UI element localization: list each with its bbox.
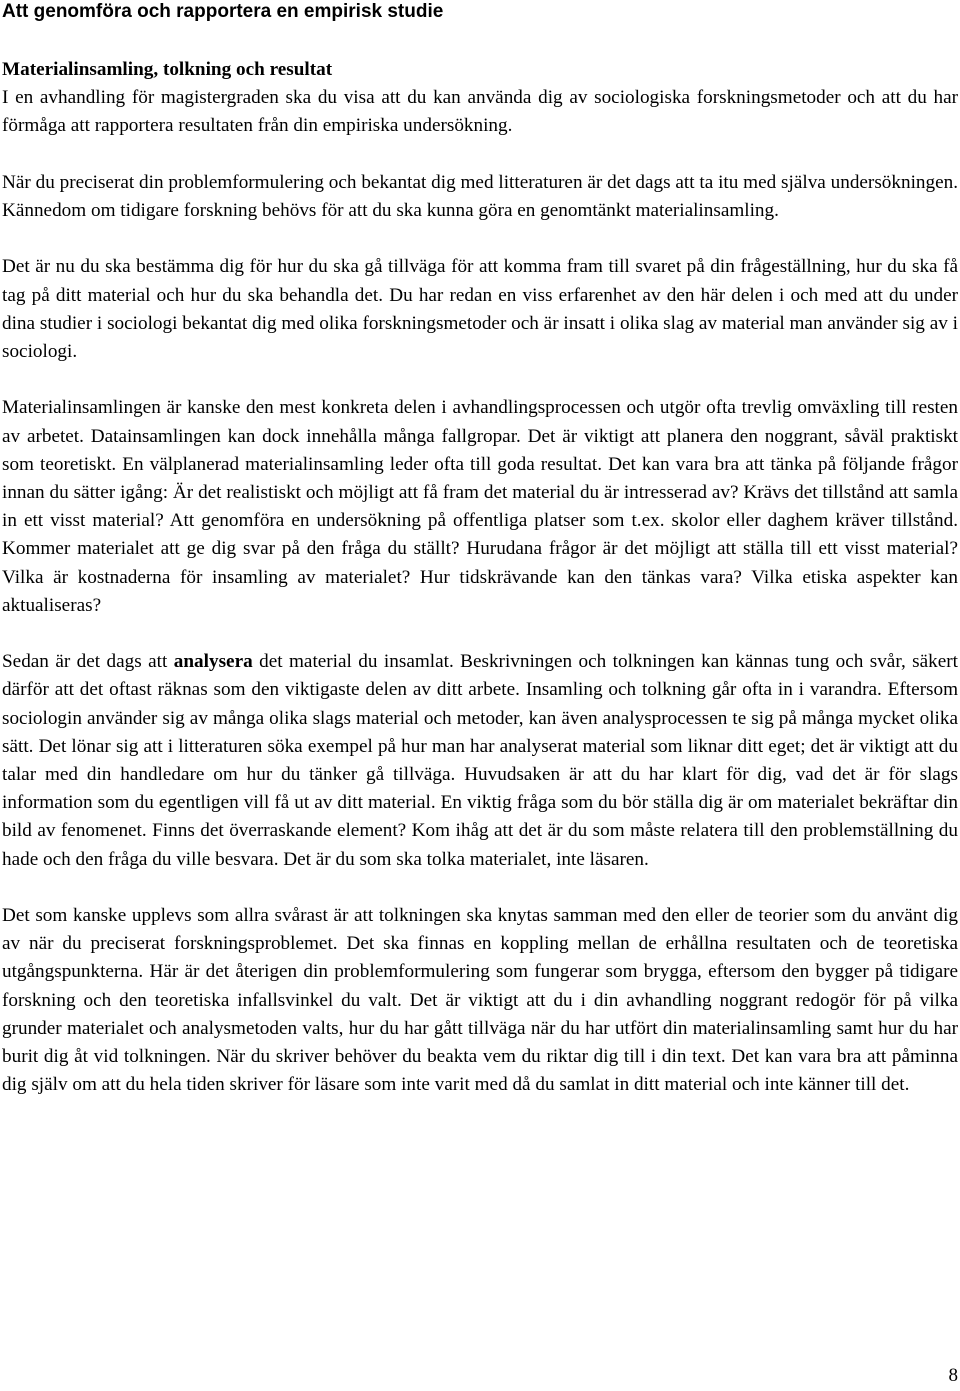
document-body (2, 56, 958, 1128)
page-number: 8 (948, 1365, 958, 1386)
paragraph-5-text-start: Sedan är det dags att (2, 651, 174, 673)
paragraph-6: Det som kanske upplevs som allra svårast är att tolkningen ska knytas samman med den eller de teorier som du använt dig av när du preciserat forskningsproblemet. Det ska finnas en koppling mellan de erhållna resultaten och de teoretiska utgångspunkterna. Här är det återigen din problemformulering som fungerar som brygga, eftersom den bygger på tidigare forskning och den teoretiska infallsvinkel du valt. Det är viktigt att du i din avhandling noggrant redogör för på vilka grunder materialet och analysmetoden valts, hur du har gått tillväga när du har utfört din materialinsamling samt hur du har burit dig åt vid tolkningen. När du skriver behöver du beakta vem du riktar dig till i din text. Det kan vara bra att påminna dig själv om att du hela tiden skriver för läsare som inte varit med då du samlat in ditt material och inte känner till det. (2, 905, 958, 1096)
paragraph-3: Det är nu du ska bestämma dig för hur du ska gå tillväga för att komma fram till svaret på din frågeställning, hur du ska få tag på ditt material och hur du ska behandla det. Du har redan en viss erfarenhet av den här delen i och med att du under dina studier i sociologi bekantat dig med olika forskningsmetoder och är insatt i olika slag av material man använder sig av i sociologi. (2, 256, 958, 362)
emphasis-analysera: analysera (173, 651, 253, 673)
paragraph-5-text-end: det material du insamlat. Beskrivningen och tolkningen kan kännas tung och svår, säkert därför att det oftast räknas som den viktigaste delen av ditt arbete. Insamling och tolkning går ofta in i varandra. Eftersom sociologin använder sig av många olika slags material och metoder, kan även analysprocessen te sig på många mycket olika sätt. Det lönar sig att i litteraturen söka exempel på hur man har analyserat material som liknar ditt eget; det är viktigt att du talar med din handledare om hur du tänker gå tillväga. Huvudsaken är att du har klart för dig, vad det är för slags information som du egentligen vill få ut av ditt material. En viktig fråga som du bör ställa dig är om materialet bekräftar din bild av fenomenet. Finns det överraskande element? Kom ihåg att det är du som måste relatera till den problemställning du hade och den fråga du ville besvara. Det är du som ska tolka materialet, inte läsaren. (2, 651, 958, 870)
document-title: Att genomföra och rapportera en empirisk studie (2, 1, 444, 22)
paragraph-intro (2, 56, 958, 141)
paragraph-5 (2, 648, 958, 874)
paragraph-1-text: I en avhandling för magistergraden ska du visa att du kan använda dig av sociologiska forskningsmetoder och att du har förmåga att rapportera resultaten från din empiriska undersökning. (2, 87, 958, 137)
paragraph-4: Materialinsamlingen är kanske den mest konkreta delen i avhandlingsprocessen och utgör ofta trevlig omväxling till resten av arbetet. Datainsamlingen kan dock innehålla många fallgropar. Det är viktigt att planera den noggrant, såväl praktiskt som teoretiskt. En välplanerad materialinsamling leder ofta till goda resultat. Det kan vara bra att tänka på följande frågor innan du sätter igång: Är det realistiskt och möjligt att få fram det material du är intresserad av? Krävs det tillstånd att samla in ett visst material? Att genomföra en undersökning på offentliga platser som t.ex. skolor eller daghem kräver tillstånd. Kommer materialet att ge dig svar på den fråga du ställt? Hurudana frågor är det möjligt att ställa till ett visst material? Vilka är kostnaderna för insamling av materialet? Hur tidskrävande kan den tänkas vara? Vilka etiska aspekter kan aktualiseras? (2, 397, 958, 616)
section-heading: Materialinsamling, tolkning och resultat (2, 59, 333, 80)
paragraph-2: När du preciserat din problemformulering och bekantat dig med litteraturen är det dags att ta itu med själva undersökningen. Kännedom om tidigare forskning behövs för att du ska kunna göra en genomtänkt materialinsamling. (2, 171, 958, 221)
